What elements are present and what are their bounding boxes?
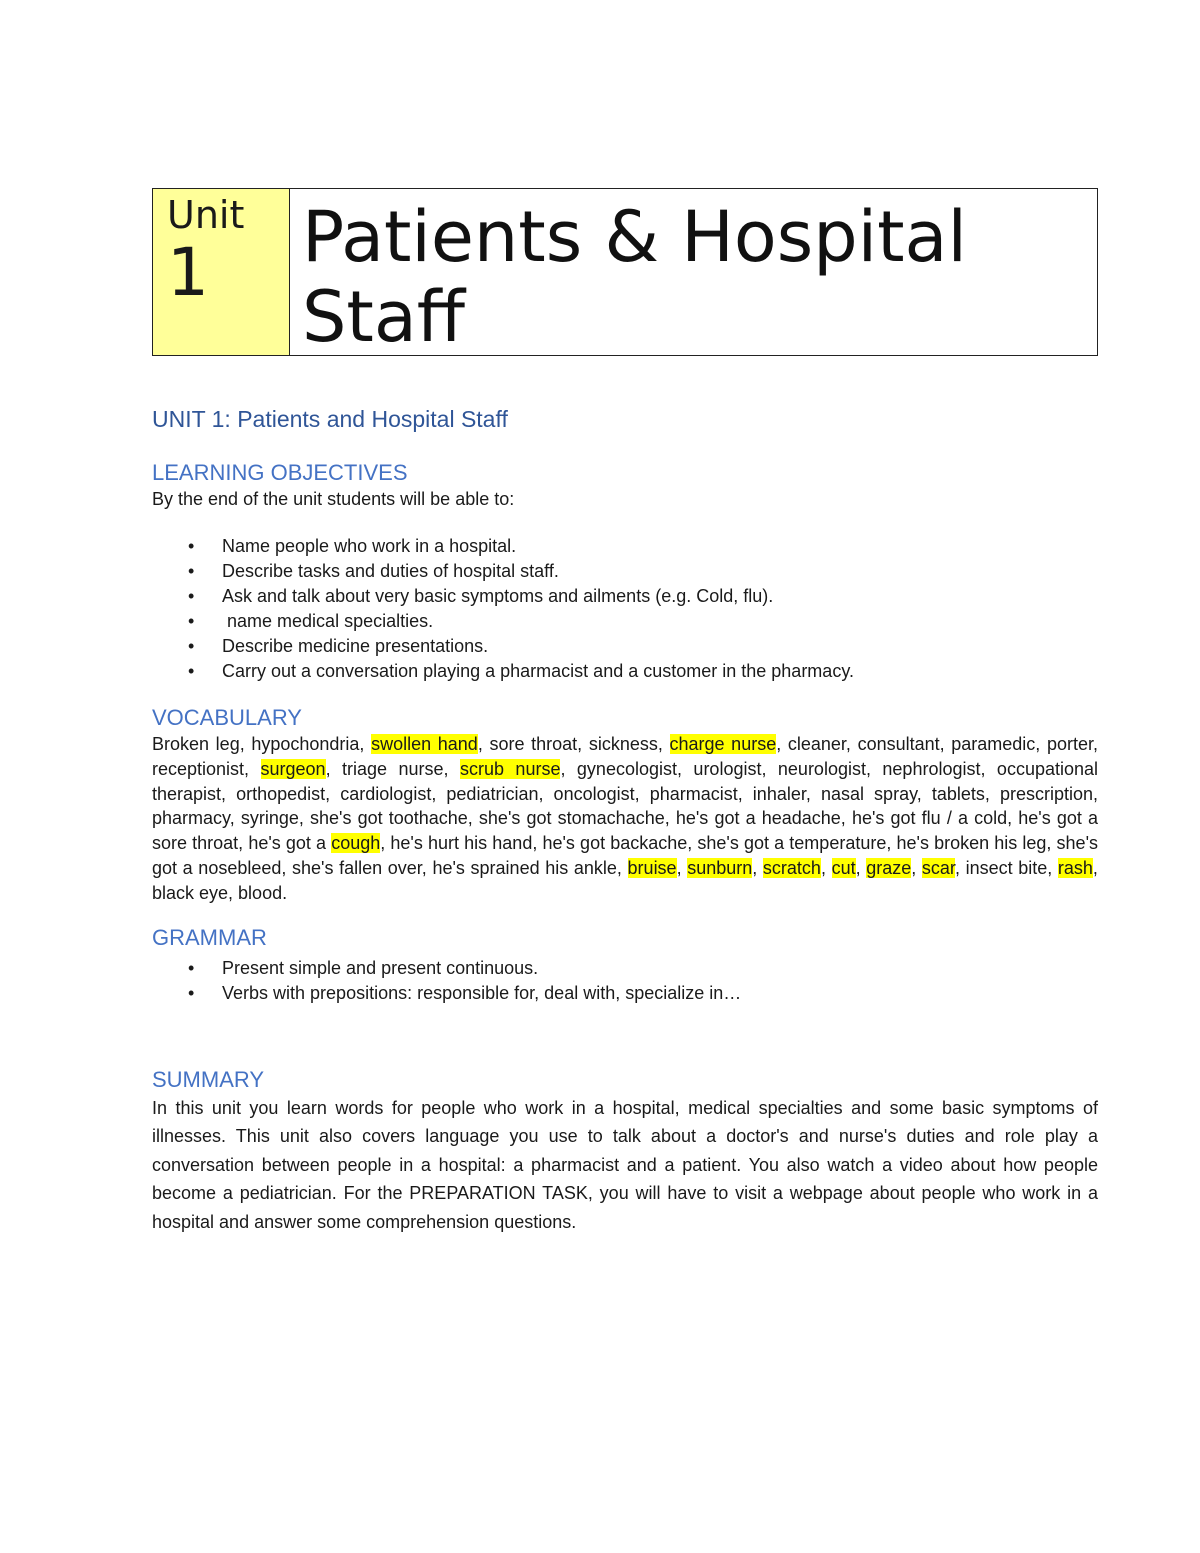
vocab-text-segment: , [855, 857, 867, 878]
vocabulary-text [152, 732, 1098, 906]
highlighted-vocab-term: charge nurse [669, 734, 777, 754]
objective-item [152, 534, 1098, 559]
bullet-icon: • [188, 982, 195, 1003]
unit-title-line-1: Patients & Hospital [302, 196, 967, 278]
unit-title-cell [290, 189, 1097, 358]
vocab-text-segment: , [676, 857, 688, 878]
grammar-item [152, 956, 1098, 981]
document-body [152, 398, 1098, 1236]
vocab-text-segment: , [820, 857, 832, 878]
objective-item-text: Carry out a conversation playing a pharmacist and a customer in the pharmacy. [222, 661, 854, 681]
objective-item [152, 584, 1098, 609]
highlighted-vocab-term: scrub nurse [459, 758, 561, 779]
objective-item-text: Name people who work in a hospital. [222, 536, 517, 556]
objective-item-text: Describe medicine presentations. [222, 636, 489, 656]
highlighted-vocab-term: scratch [762, 857, 821, 878]
objective-item [152, 659, 1098, 684]
vocab-text-segment: , triage nurse, [325, 758, 460, 779]
grammar-item-text: Verbs with prepositions: responsible for, deal with, specialize in… [222, 982, 742, 1003]
vocab-text-segment: , sore throat, sickness, [477, 734, 670, 754]
grammar-item [152, 981, 1098, 1006]
highlighted-vocab-term: graze [866, 857, 912, 878]
objective-item [152, 559, 1098, 584]
objective-item-text: Ask and talk about very basic symptoms and ailments (e.g. Cold, flu). [222, 586, 774, 606]
objective-item [152, 609, 1098, 634]
grammar-heading: GRAMMAR [152, 924, 267, 950]
vocab-text-segment: , gynecologist, urologist, neurologist, nephrologist, occupational therapist, orthopedist, cardiologist, pediatrician, oncologist, pharmacist, inhaler, nasal spray, tablets, prescription, pharmacy, syringe, she's got toothache, she's got stomachache, he's got a headache, he's got flu / a cold, he's got a sore throat, he's got a [152, 758, 1099, 854]
vocab-text-segment: , [911, 857, 922, 878]
vocab-text-segment: , insect bite, [954, 857, 1058, 878]
highlighted-vocab-term: bruise [627, 857, 677, 878]
unit-title-line-2: Staff [302, 276, 466, 358]
bullet-icon: • [188, 561, 195, 581]
objective-item-text: Describe tasks and duties of hospital staff. [222, 561, 559, 581]
summary-heading: SUMMARY [152, 1066, 265, 1092]
unit-label: Unit [167, 193, 245, 237]
vocabulary-heading: VOCABULARY [152, 705, 302, 730]
learning-objectives-list [152, 534, 1098, 684]
unit-number-cell [153, 189, 290, 355]
grammar-list [152, 956, 1098, 1006]
unit-heading: UNIT 1: Patients and Hospital Staff [152, 406, 508, 432]
bullet-icon: • [188, 661, 195, 681]
summary-text: In this unit you learn words for people who work in a hospital, medical specialties and some basic symptoms of illnesses. This unit also covers language you use to talk about a doctor's and nurse's duties and role play a conversation between people in a hospital: a pharmacist and a patient. You also watch a video about how people become a pediatrician. For the PREPARATION TASK, you will have to visit a webpage about people who work in a hospital and answer some comprehension questions. [152, 1097, 1098, 1232]
highlighted-vocab-term: sunburn [687, 857, 753, 878]
bullet-icon: • [188, 957, 195, 978]
vocab-text-segment: , [752, 857, 763, 878]
highlighted-vocab-term: cut [831, 857, 856, 878]
grammar-item-text: Present simple and present continuous. [222, 957, 539, 978]
vocab-text-segment: , he's hurt his hand, he's got backache, she's got a temperature, he's broken his leg, she's got a nosebleed, she's fallen over, he's sprained his ankle, [152, 833, 1099, 878]
highlighted-vocab-term: swollen hand [371, 734, 478, 754]
objective-item-text: name medical specialties. [222, 611, 434, 631]
objective-item [152, 634, 1098, 659]
vocab-text-segment: , black eye, blood. [152, 857, 1098, 903]
bullet-icon: • [188, 536, 195, 556]
bullet-icon: • [188, 611, 195, 631]
highlighted-vocab-term: scar [921, 857, 955, 878]
highlighted-vocab-term: rash [1057, 857, 1093, 878]
unit-number: 1 [167, 234, 209, 311]
bullet-icon: • [188, 586, 195, 606]
vocab-text-segment: Broken leg, hypochondria, [152, 734, 372, 754]
bullet-icon: • [188, 636, 195, 656]
learning-objectives-heading: LEARNING OBJECTIVES [152, 460, 408, 485]
highlighted-vocab-term: cough [331, 833, 381, 854]
highlighted-vocab-term: surgeon [260, 758, 326, 779]
unit-title-box [152, 188, 1098, 356]
learning-objectives-intro: By the end of the unit students will be able to: [152, 489, 515, 509]
vocab-text-segment: , cleaner, consultant, paramedic, porter, receptionist, [152, 734, 1098, 779]
